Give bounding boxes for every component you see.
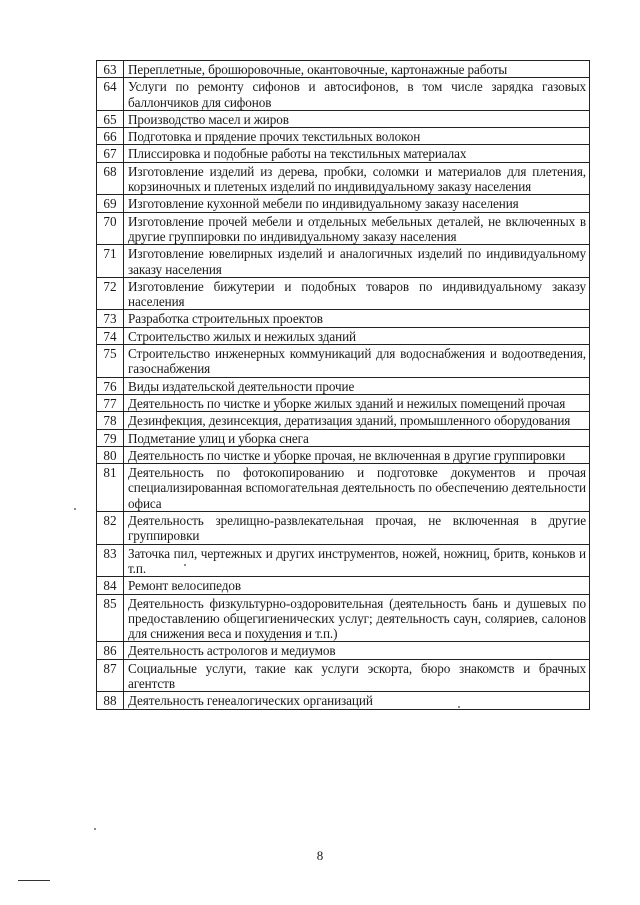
row-number: 68 xyxy=(97,162,124,195)
row-number: 63 xyxy=(97,61,124,78)
footnote-rule xyxy=(18,880,50,881)
table-row xyxy=(97,577,590,594)
table-row xyxy=(97,128,590,145)
table-row xyxy=(97,377,590,394)
row-number: 84 xyxy=(97,577,124,594)
activity-description: Деятельность по чистке и уборке прочая, не включенная в другие группировки xyxy=(124,446,590,463)
table-row xyxy=(97,195,590,212)
table-row xyxy=(97,277,590,310)
activity-description: Подметание улиц и уборка снега xyxy=(124,429,590,446)
row-number: 87 xyxy=(97,659,124,692)
activity-description: Ремонт велосипедов xyxy=(124,577,590,594)
table-row xyxy=(97,429,590,446)
row-number: 82 xyxy=(97,512,124,545)
table-row xyxy=(97,544,590,577)
scan-speck xyxy=(74,508,76,510)
row-number: 77 xyxy=(97,394,124,411)
table-row xyxy=(97,245,590,278)
activity-description: Плиссировка и подобные работы на текстильных материалах xyxy=(124,145,590,162)
row-number: 64 xyxy=(97,78,124,111)
activity-description: Виды издательской деятельности прочие xyxy=(124,377,590,394)
activity-description: Услуги по ремонту сифонов и автосифонов, в том числе зарядка газовых баллончиков для сифонов xyxy=(124,78,590,111)
row-number: 86 xyxy=(97,642,124,659)
row-number: 80 xyxy=(97,446,124,463)
activity-description: Переплетные, брошюровочные, окантовочные, картонажные работы xyxy=(124,61,590,78)
row-number: 79 xyxy=(97,429,124,446)
activity-description: Подготовка и прядение прочих текстильных волокон xyxy=(124,128,590,145)
activity-description: Строительство инженерных коммуникаций для водоснабжения и водоотведения, газоснабжения xyxy=(124,345,590,378)
row-number: 83 xyxy=(97,544,124,577)
table-row xyxy=(97,310,590,327)
activity-description: Деятельность по чистке и уборке жилых зданий и нежилых помещений прочая xyxy=(124,394,590,411)
row-number: 65 xyxy=(97,110,124,127)
row-number: 78 xyxy=(97,412,124,429)
row-number: 75 xyxy=(97,345,124,378)
table-row xyxy=(97,61,590,78)
row-number: 74 xyxy=(97,327,124,344)
row-number: 81 xyxy=(97,464,124,512)
row-number: 67 xyxy=(97,145,124,162)
activity-description: Строительство жилых и нежилых зданий xyxy=(124,327,590,344)
activity-description: Изготовление прочей мебели и отдельных мебельных деталей, не включенных в другие группировки по индивидуальному заказу населения xyxy=(124,212,590,245)
table-row xyxy=(97,162,590,195)
activity-description: Дезинфекция, дезинсекция, дератизация зданий, промышленного оборудования xyxy=(124,412,590,429)
table-row xyxy=(97,642,590,659)
row-number: 69 xyxy=(97,195,124,212)
table-row xyxy=(97,692,590,709)
table-row xyxy=(97,394,590,411)
table-row xyxy=(97,78,590,111)
table-row xyxy=(97,512,590,545)
row-number: 70 xyxy=(97,212,124,245)
activity-description: Социальные услуги, такие как услуги эскорта, бюро знакомств и брачных агентств xyxy=(124,659,590,692)
page-number: 8 xyxy=(316,848,324,863)
table-row xyxy=(97,212,590,245)
activity-description: Деятельность генеалогических организаций xyxy=(124,692,590,709)
activities-table-body xyxy=(97,61,590,710)
row-number: 76 xyxy=(97,377,124,394)
activity-description: Деятельность по фотокопированию и подготовке документов и прочая специализированная вспомогательная деятельность по обеспечению деятельности офиса xyxy=(124,464,590,512)
table-row xyxy=(97,464,590,512)
row-number: 72 xyxy=(97,277,124,310)
activity-description: Деятельность астрологов и медиумов xyxy=(124,642,590,659)
activity-description: Деятельность физкультурно-оздоровительная (деятельность бань и душевых по предоставлению общегигиенических услуг; деятельность саун, соляриев, салонов для снижения веса и похудения и т.п.) xyxy=(124,594,590,642)
row-number: 71 xyxy=(97,245,124,278)
table-row xyxy=(97,145,590,162)
table-row xyxy=(97,594,590,642)
table-row xyxy=(97,345,590,378)
scan-speck xyxy=(458,706,460,708)
activity-description: Деятельность зрелищно-развлекательная прочая, не включенная в другие группировки xyxy=(124,512,590,545)
activity-description: Производство масел и жиров xyxy=(124,110,590,127)
activity-description: Заточка пил, чертежных и других инструментов, ножей, ножниц, бритв, коньков и т.п. xyxy=(124,544,590,577)
row-number: 66 xyxy=(97,128,124,145)
table-row xyxy=(97,659,590,692)
activities-table xyxy=(96,60,590,710)
table-row xyxy=(97,327,590,344)
row-number: 73 xyxy=(97,310,124,327)
scan-speck xyxy=(184,564,186,566)
row-number: 88 xyxy=(97,692,124,709)
table-row xyxy=(97,446,590,463)
activity-description: Разработка строительных проектов xyxy=(124,310,590,327)
table-row xyxy=(97,110,590,127)
scan-speck xyxy=(94,828,96,830)
activity-description: Изготовление ювелирных изделий и аналогичных изделий по индивидуальному заказу населения xyxy=(124,245,590,278)
activity-description: Изготовление бижутерии и подобных товаров по индивидуальному заказу населения xyxy=(124,277,590,310)
row-number: 85 xyxy=(97,594,124,642)
activity-description: Изготовление изделий из дерева, пробки, соломки и материалов для плетения, корзиночных и плетеных изделий по индивидуальному заказу населения xyxy=(124,162,590,195)
table-row xyxy=(97,412,590,429)
activity-description: Изготовление кухонной мебели по индивидуальному заказу населения xyxy=(124,195,590,212)
